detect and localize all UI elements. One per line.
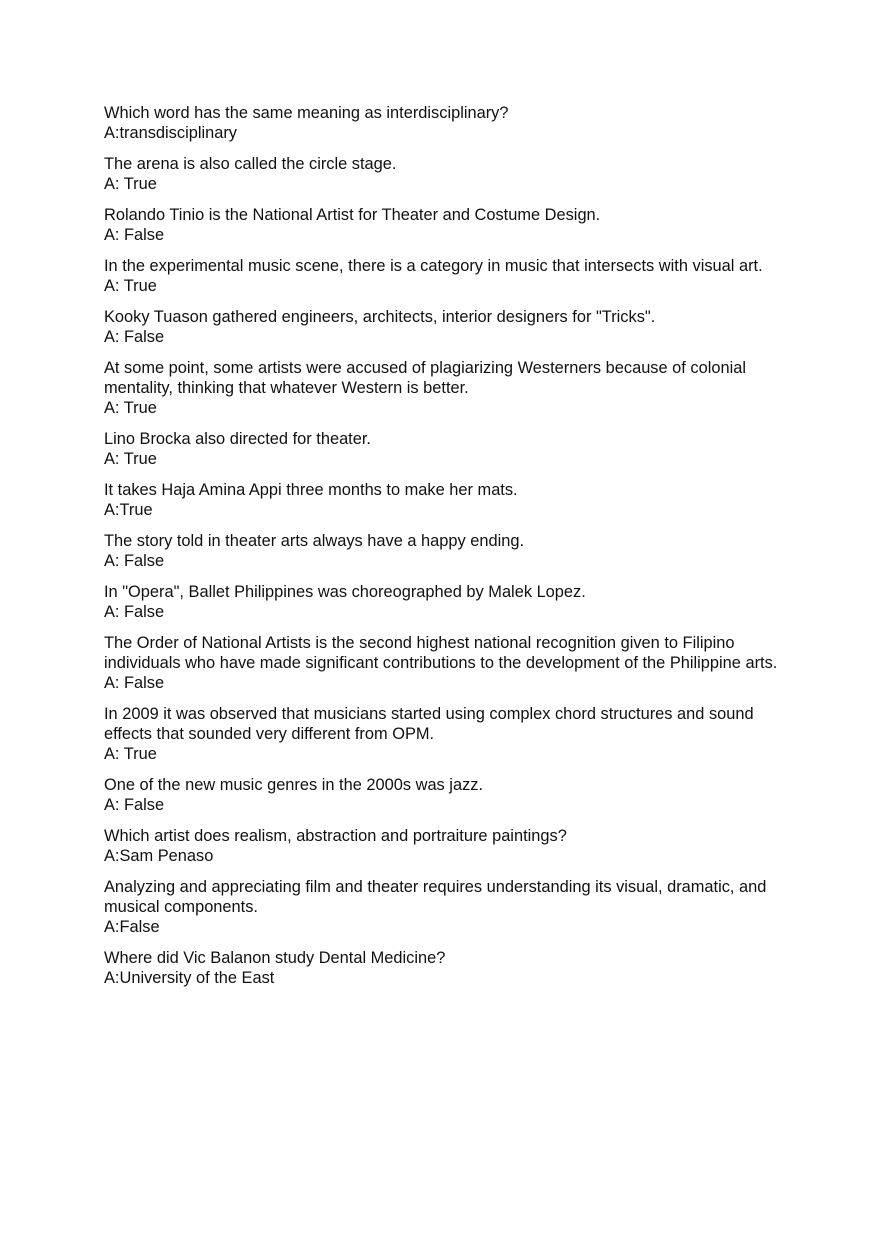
answer-text: A: True <box>104 277 157 295</box>
qa-item <box>104 877 804 937</box>
answer-text: A: False <box>104 328 165 346</box>
answer-text: A: True <box>104 450 157 468</box>
qa-item <box>104 826 804 866</box>
answer-text: A:False <box>104 918 160 936</box>
answer-text: A:University of the East <box>104 969 275 987</box>
qa-item <box>104 154 804 194</box>
question-text: At some point, some artists were accused of plagiarizing Westerners because of colonial mentality, thinking that whatever Western is better. <box>104 359 746 397</box>
answer-text: A: False <box>104 226 165 244</box>
answer-text: A: True <box>104 175 157 193</box>
qa-item <box>104 307 804 347</box>
qa-item <box>104 582 804 622</box>
question-text: Which word has the same meaning as interdisciplinary? <box>104 104 509 122</box>
question-text: Rolando Tinio is the National Artist for Theater and Costume Design. <box>104 206 601 224</box>
qa-item <box>104 704 804 764</box>
qa-item <box>104 775 804 815</box>
question-text: One of the new music genres in the 2000s was jazz. <box>104 776 484 794</box>
question-text: The arena is also called the circle stage. <box>104 155 397 173</box>
qa-item <box>104 948 804 988</box>
question-text: In 2009 it was observed that musicians started using complex chord structures and sound effects that sounded very different from OPM. <box>104 705 754 743</box>
answer-text: A: False <box>104 674 165 692</box>
qa-item <box>104 531 804 571</box>
qa-item <box>104 103 804 143</box>
answer-text: A: True <box>104 745 157 763</box>
question-text: In the experimental music scene, there is a category in music that intersects with visual art. <box>104 257 763 275</box>
answer-text: A:Sam Penaso <box>104 847 214 865</box>
answer-text: A:True <box>104 501 153 519</box>
question-text: Lino Brocka also directed for theater. <box>104 430 371 448</box>
answer-text: A: False <box>104 603 165 621</box>
question-text: The Order of National Artists is the second highest national recognition given to Filipino individuals who have made significant contributions to the development of the Philippine arts. <box>104 634 778 672</box>
question-text: In "Opera", Ballet Philippines was choreographed by Malek Lopez. <box>104 583 586 601</box>
qa-item <box>104 429 804 469</box>
question-text: Kooky Tuason gathered engineers, architects, interior designers for "Tricks". <box>104 308 656 326</box>
qa-item <box>104 358 804 418</box>
question-text: Which artist does realism, abstraction and portraiture paintings? <box>104 827 567 845</box>
question-text: Analyzing and appreciating film and theater requires understanding its visual, dramatic, and musical components. <box>104 878 767 916</box>
question-text: Where did Vic Balanon study Dental Medicine? <box>104 949 446 967</box>
qa-list <box>104 103 804 999</box>
qa-item <box>104 256 804 296</box>
answer-text: A: False <box>104 796 165 814</box>
qa-item <box>104 205 804 245</box>
qa-item <box>104 480 804 520</box>
answer-text: A: False <box>104 552 165 570</box>
qa-item <box>104 633 804 693</box>
question-text: The story told in theater arts always have a happy ending. <box>104 532 525 550</box>
answer-text: A: True <box>104 399 157 417</box>
answer-text: A:transdisciplinary <box>104 124 237 142</box>
question-text: It takes Haja Amina Appi three months to make her mats. <box>104 481 518 499</box>
